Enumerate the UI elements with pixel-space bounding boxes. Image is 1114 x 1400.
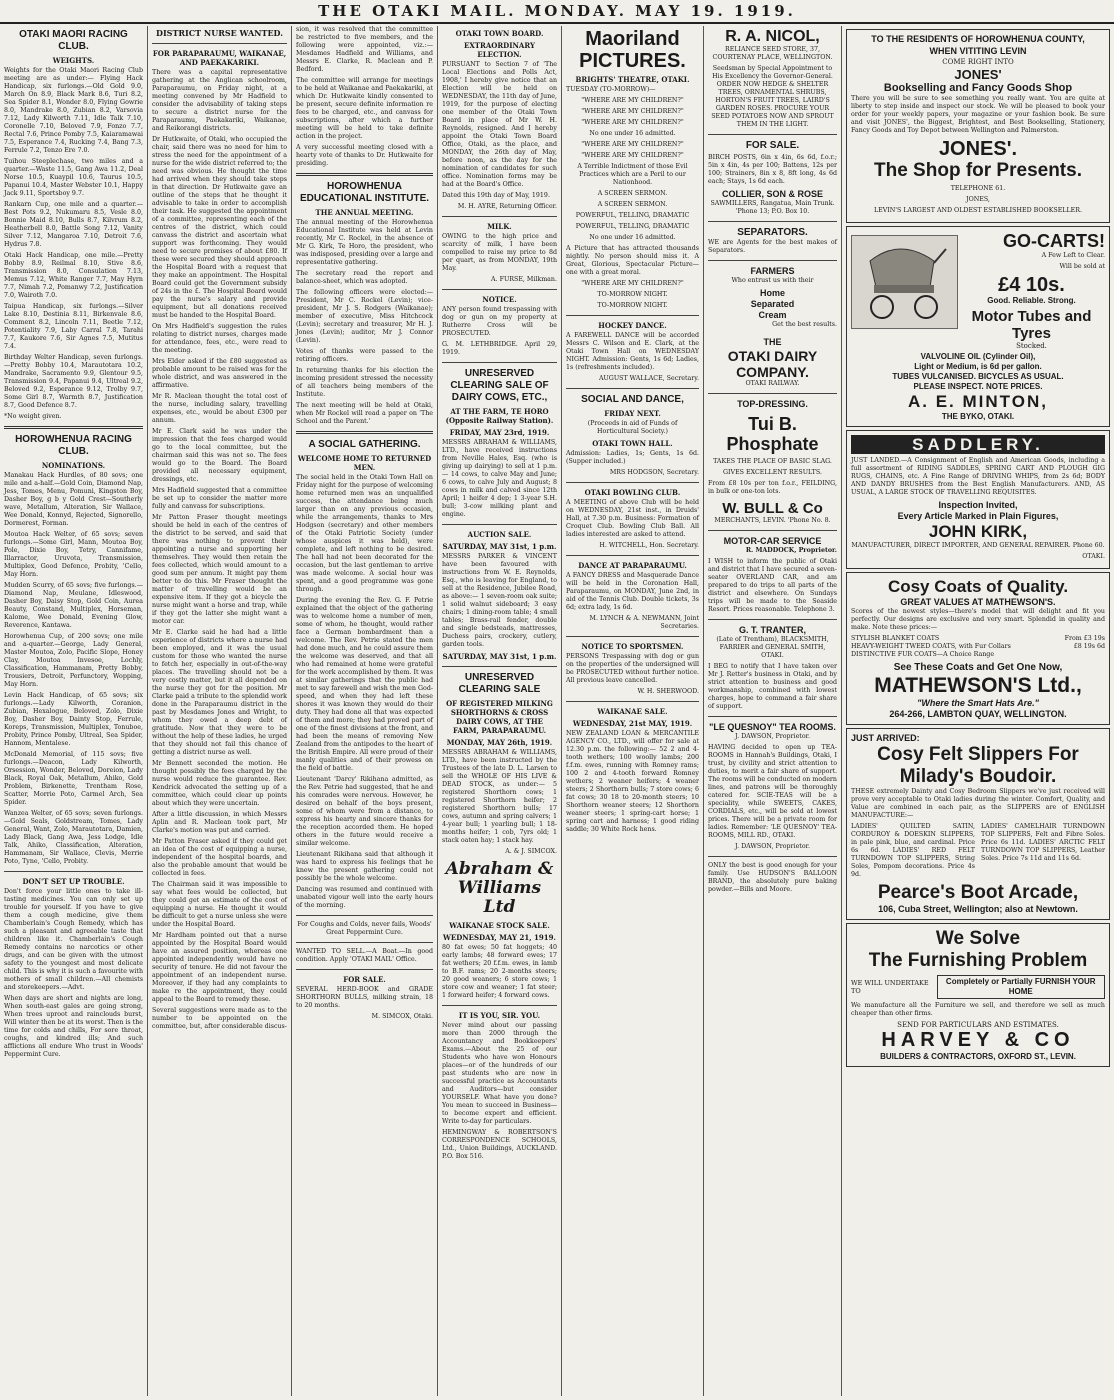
paraparaumu-dance-text: A FANCY DRESS and Masquerade Dance will be held in the Coronation Hall, Paraparaumu, on MONDAY, June 2nd, in aid of the Tennis Club. Double tickets, 3s 6d; extra lady, 1s 6d.: [566, 572, 699, 611]
nominations-text: Manakau Hack Hurdles, of 80 sovs; one mile and a-half.—Gold Coin, Diamond Nap, Jess, Tomes, Menu, Pomuni, Kingston Boy, Dasher Boy, g b y Gold Crest—Southerly wave, Metallum, Alteration, Sir Wallace, Wee Donald, Konnyd, Rejected, Signorello, Dormerest, Forman.: [4, 472, 143, 527]
balloon-ad: ONLY the best is good enough for your family. Use HUDSON'S BALLOON BRAND, the absolutely pure baking powder.—Bills and Moore.: [708, 862, 837, 893]
solve-line-2: The Furnishing Problem: [868, 950, 1088, 971]
bowling-heading: OTAKI BOWLING CLUB.: [584, 488, 681, 497]
cosy-item: HEAVY-WEIGHT TWEED COATS, with Fur Collars: [851, 643, 1011, 650]
nurse-para: Mr E. Clarke said he had had a little experience of districts where a nurse had been employed, and it was the usual custom for those who wanted the nurse to fetch her, especially in out-of-the-way places. The travelling should not be a very costly matter, but it all depended on the nurse they got for the position. Mr Clarke paid a tribute to the splendid work done in the Paraparaumu district in the past by Mesdames Jones and Wright, to whom they owed a deep debt of gratitude. Now that they were to be without the help of these ladies, he urged that they should not fail this chance of getting a district nurse as well.: [152, 629, 287, 756]
nominations-text: Levin Hack Handicap, of 65 sovs; six furlongs.—Lady Kilworth, Coranion, Zubian, Hexalogue, Beloved, Zolo, Dixie Boy, Dasher Boy, Dainty Stop, Ferrule, Koreps, Transmission, Multiplex, Tonuboe, Probity, Prince Pomby, Ultreal, Sea Spider, Hannom, Mentalese.: [4, 692, 143, 747]
paraparaumu-dance-heading: DANCE AT PARAPARAUMU.: [578, 561, 687, 570]
institute-para: The secretary read the report and balance-sheet, which was adopted.: [296, 270, 433, 285]
no-one-admitted: No one under 16 admitted.: [589, 130, 676, 137]
jones-text: There you will be sure to see something you really want. You are quite at liberty to step inside and inspect our stock. We will be pleased to book your order for your weekly papers, your magazine or your fashion book. Be sure and visit JONES', the Biggest, Brightest, and Best Bookselling, Stationery, Fancy Goods and Toy Depot between Wellington and Palmerston.: [851, 95, 1105, 134]
children-line: "WHERE ARE MY CHILDREN?": [581, 119, 684, 126]
slippers-left: LADIES' QUILTED SATIN, CORDUROY & DOESKIN SLIPPERS, in pale pink, blue, and cardinal. Price 6s 6d. LADIES' RED FELT TURNDOWN TOP SLIPPERS, String Soles, Pompom decorations. Price 4s 9d.: [851, 823, 975, 878]
social-para: Dancing was resumed and continued with unabated vigour well into the early hours of the morning.: [296, 886, 433, 909]
social-dance-place: OTAKI TOWN HALL.: [592, 439, 673, 448]
notice-text: ANY person found trespassing with dog or gun on my property at Rutherre Cross will be PROSECUTED.: [442, 306, 557, 337]
kirk-inspect: Inspection Invited,: [938, 500, 1018, 510]
pearce-address: 106, Cuba Street, Wellington; also at Newtown.: [878, 904, 1078, 914]
column-6: [704, 26, 842, 1396]
cosy-coats-text: Scores of the newest styles—there's model that will delight and fit you perfectly. Our designs are exclusive and very smart. Splendid in quality and make. Note these prices:—: [851, 608, 1105, 631]
social-dance-date: FRIDAY NEXT.: [604, 409, 661, 418]
mathewson-slogan: "Where the Smart Hats Are.": [917, 698, 1039, 708]
tea-rooms-signature-2: J. DAWSON, Proprietor.: [735, 843, 810, 850]
motor-text: I WISH to inform the public of Otaki and district that I have secured a seven-seater OVERLAND CAR, and am prepared to do trips to all parts of the district and elsewhere. On Sundays trips will be made to the Seaside Resort. Prices reasonable. Telephone 3.: [708, 558, 837, 613]
bull-sub: MERCHANTS, LEVIN. 'Phone No. 8.: [714, 517, 831, 524]
cosy-coats-heading: Cosy Coats of Quality.: [887, 577, 1069, 596]
pram-icon: [860, 241, 950, 323]
kirk-every: Every Article Marked in Plain Figures,: [897, 511, 1059, 521]
nurse-para: Mrs Hadfield suggested that a committee be set up to consider the matter more fully and canvass for subscriptions.: [152, 487, 287, 510]
powerful-line: POWERFUL, TELLING, DRAMATIC: [575, 212, 690, 219]
pearce-name: Pearce's Boot Arcade,: [877, 882, 1079, 903]
pictures-tuesday: TUESDAY (TO-MORROW)—: [566, 86, 656, 93]
mathewson-name: MATHEWSON'S Ltd.,: [874, 674, 1082, 697]
picture-text: A Picture that has attracted thousands nightly. No person should miss it. A Great, Glorious, Spectacular Picture—one with a great moral.: [566, 245, 699, 276]
jones-tel: TELEPHONE 61.: [950, 185, 1006, 192]
social-dance-heading: SOCIAL AND DANCE,: [581, 394, 684, 405]
tonight-line: TO-MORROW NIGHT.: [597, 291, 668, 298]
nominations-text: Horowhenua Cup, of 200 sovs; one mile and a-quarter.—George, Lady General, Master Moutoa, Zolo, Pacific Slope, Honey Clay, Moutoa Invesoe, Lochly, Classification, Hammanam, Pretty Bobby, Trousiers, Detroit, Perfunctory, Wopping, May Horn.: [4, 633, 143, 688]
jones-ad: [846, 29, 1110, 223]
nurse-para: Mr Patton Fraser thought meetings should be held in each of the centres of the district to be served, and said that there was nothing to prevent their appointing a nurse and supporting her themselves. They would then retain the fees collected, which would amount to a good sum per annum. It might pay them better to do this. Mr Fraser thought the matter of travelling would be an expensive item. If they got a bicycle the nurse might want a horse and trap, while if they got the latter she might want a motor car.: [152, 514, 287, 625]
social-title: A SOCIAL GATHERING.: [308, 439, 421, 450]
social-para: The social held in the Otaki Town Hall on Friday night for the purpose of welcoming home returned men was an unqualified success, the attendance being much larger than on any previous occasion, while the arrangements, thanks to Mrs Hodgson (secretary) and other members of the Otaki Patriotic Society (under whose auspices it was held), were complete, and left nothing to be desired. The hall had not been decorated for the occasion, but the last gentleman to arrive was made welcome. A social hour was spent, and a good programme was gone through.: [296, 474, 433, 593]
harvey-sub: BUILDERS & CONTRACTORS, OXFORD ST., LEVIN.: [880, 1052, 1076, 1061]
nominations-text: Moutoa Hack Welter, of 65 sovs; seven furlongs.—Some Girl, Mann, Moutoa Boy, Pole, Dixie Boy, Tetry, Cannifame, Illarractor, Uruvota, Transmission, Multiplex, Good Defence, Probity, 'Cello, May Horn.: [4, 531, 143, 578]
election-signature: M. H. AYRE, Returning Officer.: [457, 203, 557, 210]
jones-subtitle: Bookselling and Fancy Goods Shop: [883, 82, 1073, 94]
forsale-text: SEVERAL HERD-BOOK and GRADE SHORTHORN BULLS, milking strain, 18 to 20 months.: [296, 986, 433, 1009]
sermon-line: A SCREEN SERMON.: [597, 201, 668, 208]
forsale-signature: M. SIMCOX, Otaki.: [371, 1013, 433, 1020]
nurse-subtitle: FOR PARAPARAUMU, WAIKANAE, AND PAEKAKARIKI.: [152, 49, 287, 67]
motor-heading: MOTOR-CAR SERVICE: [723, 536, 822, 546]
separators-text: WE are Agents for the best makes of Separators.: [708, 239, 837, 254]
nurse-para: After a little discussion, in which Messrs Aplin and R. Maclean took part, Mr Clarke's motion was put and carried.: [152, 811, 287, 834]
nominations-text: Mudden Scurry, of 65 sovs; five furlongs.—Diamond Nap, Meulane, Idleswood, Dasher Boy, Daisy Stop, Gold Coin, Aurea Beauty, Constand, Multiplex, Horseman, Kalome, Wee Donald, Evening Glow, Reverence, Kantawa.: [4, 582, 143, 629]
saddlery-heading: SADDLERY.: [851, 435, 1105, 454]
weights-text: Tuihou Steeplechase, two miles and a quarter.—Waste 11.5, Gang Awa 11.2, Deal Norse 10.5, Kuaypil 10.6, Taurus 10.5, Papanui 10.4, Master Webster 10.1, Happy Jack 9.11, Sportsboy 9.7.: [4, 158, 143, 197]
clearing-sale-signature: A. & J. SIMCOX.: [505, 848, 557, 855]
nurse-para: There was a capital representative gathering at the Anglican schoolroom, Paraparaumu, on Friday night, at a meeting convened by Mr Hadfield to consider the advisability of taking steps to secure a district nurse for the Paraparaumu, Paekakariki, Waikanae, and Reikorangi districts.: [152, 69, 287, 132]
poem: When days are short and nights are long, When south-east gales are going strong, When trees uproot and rainclouds burst, Will winter then be at its worst. Then is the time for colds and chills, For sore throat, coughs, and kindred ills; And such afflictions all endure Who trust in Woods' Peppermint Cure.: [4, 995, 143, 1058]
nurse-para: Mr E. Clark said he was under the impression that the fees charged would go to the local committee, but the chairman said this was not so. The fees would go to the Board. The Board provided all necessary equipment, dressings, etc.: [152, 428, 287, 483]
maori-racing-title: OTAKI MAORI RACING CLUB.: [19, 29, 128, 52]
tea-rooms-text: HAVING decided to open up TEA-ROOMS in Hannah's Buildings, Otaki, I trust, by civility and strict attention to duties, to merit a fair share of support. The rooms will be conducted on modern lines, and patrons will be thoroughly catered for. SCIE-TEAS will be a speciality, while SWEETS, CAKES, CORDIALS, etc., will be sold at lowest prices. There will be a private room for ladies. Remember: 'LE QUESNOY' TEA-ROOMS, MILL RD., OTAKI.: [708, 744, 837, 839]
institute-title: HOROWHENUA EDUCATIONAL INSTITUTE.: [299, 181, 430, 204]
jones-signature: JONES,: [966, 196, 990, 203]
sermon-line: A SCREEN SERMON.: [597, 190, 668, 197]
collier-text: SAWMILLERS, Rangatua, Main Trunk. 'Phone 13; P.O. Box 10.: [710, 200, 835, 215]
solve-box: Completely or Partially FURNISH YOUR HOME: [937, 975, 1105, 999]
tea-rooms-signature: J. DAWSON, Proprietor.: [735, 733, 810, 740]
sportsmen-signature: W. H. SHERWOOD.: [637, 688, 699, 695]
pictures-heading: Maoriland PICTURES.: [579, 28, 686, 72]
kirk-ad: [846, 430, 1110, 569]
nurse-para: Several suggestions were made as to the number to be appointed on the committee, but, after considerable discus-: [152, 1007, 287, 1030]
weights-heading: WEIGHTS.: [52, 56, 95, 65]
cream-tail: Get the best results.: [772, 321, 837, 328]
children-line: "WHERE ARE MY CHILDREN?": [581, 152, 684, 159]
collier-heading: COLLIER, SON & ROSE: [721, 189, 823, 199]
cosy-item: STYLISH BLANKET COATS: [851, 635, 940, 642]
nurse-para: On Mrs Hadfield's suggestion the rules relating to district nurses, charges made for attendance, fees, etc., were read to the meeting.: [152, 323, 287, 354]
minton-ad: [846, 226, 1110, 427]
kirk-sub: MANUFACTURER, DIRECT IMPORTER, AND GENERAL REPAIRER. Phone 60.: [851, 542, 1105, 549]
saddlery-text: JUST LANDED.—A Consignment of English and American Goods, including a full assortment of RIDING SADDLES, SPRING CART AND PLOUGH GIG RUGS, CHAINS, etc. A Fine Range of DRIVING WHIPS, from 2s 6d; BODY AND DANDY BRUSHES from the Best English Manufacturers. AND, AS USUAL, A LARGE STOCK OF TRAVELLING REQUISITES.: [851, 457, 1105, 496]
tui-price: From £8 10s per ton f.o.r., FEILDING, in bulk or one-ton lots.: [708, 480, 837, 495]
tranter-sub: (Late of Trentham), BLACKSMITH, FARRIER and GENERAL SMITH, OTAKI.: [716, 636, 829, 659]
horowhenua-racing-title: HOROWHENUA RACING CLUB.: [15, 434, 132, 457]
sportsmen-text: PERSONS Trespassing with dog or gun on the properties of the undersigned will be PROSECUTED without further notice. All previous leave cancelled.: [566, 653, 699, 684]
waikanae-sale-date: WEDNESDAY, 21st MAY, 1919.: [572, 719, 693, 728]
pictures-sub: BRIGHTS' THEATRE, OTAKI.: [575, 75, 690, 84]
abraham-williams-logo: Abraham & Williams Ltd: [445, 859, 554, 917]
cream-line-3: Cream: [758, 310, 787, 320]
children-line: "WHERE ARE MY CHILDREN?": [581, 108, 684, 115]
board-heading: OTAKI TOWN BOARD.: [455, 29, 544, 38]
valvoline-line-2: Light or Medium, is 6d per gallon.: [914, 362, 1042, 371]
tui-sub: TAKES THE PLACE OF BASIC SLAG.: [713, 458, 832, 465]
waikanae-stock-heading: WAIKANAE STOCK SALE.: [449, 921, 550, 930]
institute-para: The next meeting will be held at Otaki, when Mr Rockel will read a paper on 'The School and the Parent.': [296, 402, 433, 425]
social-dance-text: Admission: Ladies, 1s; Gents, 1s 6d. (Supper included.): [566, 450, 699, 465]
waikanae-stock-text: 80 fat ewes; 50 fat hoggets; 40 early lambs; 48 forward ewes; 17 fat wethers; 20 f.f.m. ewes, in lamb to B.F. rams; 20 2-months steers; 20 good weaners; 6 store cows; 1 store cow and weaner; 1 fat steer; 1 forward heifer; 4 forward cows.: [442, 944, 557, 999]
election-heading: EXTRAORDINARY ELECTION.: [464, 41, 535, 59]
forsale-heading: FOR SALE.: [343, 975, 386, 984]
cosy-coats-sub: GREAT VALUES AT MATHEWSON'S.: [900, 597, 1056, 607]
slippers-right: LADIES' CAMELHAIR TURNDOWN TOP SLIPPERS, Felt and Fibre Soles. Price 6s 11d. LADIES' ARCTIC FELT TURNDOWN TOP SLIPPERS, Leather Soles. Price 7s 11d and 11s 6d.: [981, 823, 1105, 862]
weights-text: Weights for the Otaki Maori Racing Club meeting are as under:— Flying Hack Handicap, six furlongs.—Old Gold 9.0, March On 8.9, Black Mark 8.6, Turi 8.2, Sea Spider 8.1, Wonder 8.0, Flying Gowrie 8.0, Mandrake 8.0, Zubian 8.2, Varsovia 7.12, Lady Kilworth 7.11, Idle Talk 7.10, Coronelle 7.10, Beloved 7.9, Fonzo 7.7, Rectal 7.6, Prince Pomby 7.5, Kaiaramawai 7.5, Esperance 7.4, Rucking 7.4, Bang 7.3, Ferrule 7.2, Tenzo Ere 7.0.: [4, 67, 143, 154]
solve-send: SEND FOR PARTICULARS AND ESTIMATES.: [897, 1021, 1059, 1029]
kirk-name: JOHN KIRK,: [928, 522, 1028, 541]
cream-line-1: Home: [759, 288, 785, 298]
go-few: A Few Left to Clear.: [1041, 252, 1105, 259]
clearing-sale-text: MESSRS ABRAHAM & WILLIAMS, LTD., have been instructed by the Trustees of the late D. L. Larsen to sell the WHOLE OF HIS LIVE & DEAD STOCK, as under:— 5 registered Shorthorn cows; 1 registered Shorthorn heifer; 2 registered Shorthorn bulls; 17 cows, autumn and spring calvers; 1 4-year bull; 1 yearling bull; 1 18-months heifer; 1 cob, 7yrs old; 1 stack oaten hay; 1 stack hay.: [442, 749, 557, 844]
bowling-signature: H. WITCHELL, Hon. Secretary.: [599, 542, 699, 549]
tui-results: GIVES EXCELLENT RESULTS.: [723, 469, 822, 476]
nominations-text: McDonald Memorial, of 115 sovs; five furlongs.—Deacon, Lady Kilworth, Orsession, Wonder, Beloved, Doreion, Lady Black, Royal Oak, Metallum, Ahiko, Gold Problem, Birkenette, Trentham Rose, Scatter, Morrie Poto, Carmel Arch, Sea Spider.: [4, 751, 143, 806]
column-2: [148, 26, 292, 1396]
institute-para: The following officers were elected:—President, Mr C. Rockel (Levin); vice-president, Mr J. S. Rodgers (Waikanae); member of executive, Miss Hitchcock (Levin); secretary and treasurer, Mr H. J. Jones (Levin); auditor, Mr J. Connor (Levin).: [296, 289, 433, 344]
hockey-signature: AUGUST WALLACE, Secretary.: [598, 375, 699, 382]
tranter-text: I BEG to notify that I have taken over Mr J. Retter's business in Otaki, and by strict attention to business and good workmanship, combined with lowest charges, hope to command a fair share of support.: [708, 663, 837, 710]
tranter-heading: G. T. TRANTER,: [739, 625, 806, 635]
clearing-sale-heading: UNRESERVED CLEARING SALE: [458, 672, 541, 695]
nurse-title: DISTRICT NURSE WANTED.: [156, 28, 283, 38]
jones-shop: The Shop for Presents.: [874, 160, 1082, 181]
mathewson-address: 264-266, LAMBTON QUAY, WELLINGTON.: [889, 709, 1067, 719]
colds-ad: For Coughs and Colds, never fails, Woods' Great Peppermint Cure.: [297, 921, 432, 936]
milk-signature: A. FURSE, Milkman.: [491, 276, 557, 283]
go-carts-heading: GO-CARTS!: [1003, 231, 1105, 251]
wanted-ad: WANTED TO SELL.—A Boat.—In good condition. Apply 'OTAKI MAIL' Office.: [296, 948, 433, 963]
motor-signature: R. MADDOCK, Proprietor.: [745, 547, 837, 554]
jones-visit: WHEN VITITING LEVIN: [929, 46, 1027, 56]
top-dressing-heading: TOP-DRESSING.: [737, 399, 808, 409]
study-heading: IT IS YOU, SIR. YOU.: [458, 1011, 541, 1020]
auction-date: SATURDAY, MAY 31st, 1 p.m.: [442, 542, 557, 551]
bull-heading: W. BULL & Co: [722, 500, 823, 517]
institute-para: Votes of thanks were passed to the retiring officers.: [296, 348, 433, 363]
nurse-para: The Chairman said it was impossible to say what fees would be collected, but they could get an estimate of the cost of equipping a nurse. He thought it would be difficult to get a nurse unless she were under the Hospital Board.: [152, 881, 287, 928]
waikanae-sale-heading: WAIKANAE SALE.: [597, 707, 668, 716]
go-will: Will be sold at: [1059, 263, 1105, 270]
nurse-cont: sion, it was resolved that the committee be restricted to five members, and the following were appointed, viz.:—Mesdames Hadfield and Williams, and Messrs E. Clarke, R. Maclean and P. Bedford.: [296, 26, 433, 73]
social-para: Lieutenant Rikihana said that although it was hard to express his feelings that he knew the present gathering could not possibly be the whole welcome.: [296, 851, 433, 882]
election-text: PURSUANT to Section 7 of 'The Local Elections and Polls Act, 1908,' I hereby give notice that an Election will be held on WEDNESDAY, the 11th day of June, 1919, for the purpose of electing one member of the Otaki Town Board in place of Mr W. H. Reynolds, resigned. And I hereby appoint the Otaki Town Board Office, Otaki, as the place, and MONDAY, the 26th day of May, before noon, as the day for the nomination of candidates for such office. Nomination forms may be had at the Board's Office.: [442, 61, 557, 188]
weights-text: Otaki Hack Handicap, one mile.—Pretty Bobby 8.9, Reilmal 8.10, Stive 8.6, Transmission 8.0, Consulation 7.13, Memus 7.12, White Ranger 7.7, May Hyrn 7.7, Nimah 7.2, Pomanwy 7.2, Justification 7.0, Wairoth 7.0.: [4, 252, 143, 299]
column-3: [292, 26, 438, 1396]
auction-date-repeat: SATURDAY, MAY 31st, 1 p.m.: [442, 652, 557, 661]
solve-undertake: WE WILL UNDERTAKE TO: [851, 979, 929, 995]
birch-forsale-text: BIRCH POSTS, 6in x 4in, 6s 6d, f.o.r.; 5in x 4in, 4s per 100; Battens, 12s per 100; Strainers, 8in x 8, 8ft long, 4s 6d each; Stays, 1s 6d each.: [708, 154, 837, 185]
nicol-text: Seedsman by Special Appointment to His Excellency the Governor-General. ORDER NOW HEDGE & SHELTER TREES, ORNAMENTAL SHRUBS, HORTON'S FRUIT TREES, LAIRD'S GARDEN ROSES. PROCURE YOUR SEED POTATOES NOW AND SPROUT THEM IN THE LIGHT.: [711, 65, 834, 128]
column-4: [438, 26, 562, 1396]
valvoline-line: VALVOLINE OIL (Cylinder Oil),: [920, 352, 1036, 361]
jones-foot: LEVIN'S LARGEST AND OLDEST ESTABLISHED BOOKSELLER.: [873, 207, 1083, 214]
milk-text: OWING to the high price and scarcity of milk, I have been compelled to raise my price to 8d per quart, as from MONDAY, 19th May.: [442, 233, 557, 272]
social-subtitle: WELCOME HOME TO RETURNED MEN.: [297, 454, 432, 472]
auction-text: MESSRS PARKER & VINCENT have been favoured with instructions from W. E. Reynolds, Esq., who is leaving for England, to sell at the Residence, Jubilee Road, as above:— 1 seven-room oak suite; 1 solid walnut sideboard; 3 easy chairs; 1 dining-room table; 4 small tables; Brass-rail fender, double and single bedsteads, mattresses, Duchess pairs, crockery, cutlery, garden tools.: [442, 553, 557, 648]
study-signature: HEMINGWAY & ROBERTSON'S CORRESPONDENCE SCHOOLS, Ltd., Union Buildings, AUCKLAND. P.O. Box 516.: [442, 1129, 557, 1160]
institute-subtitle: THE ANNUAL MEETING.: [315, 208, 414, 217]
clearing-sale-sub: OF REGISTERED MILKING SHORTHORNS & CROSS DAIRY COWS, AT THE FARM, PARAPARAUMU.: [446, 699, 553, 735]
nurse-para: Mr R. Maclean thought the total cost of the nurse, including salary, travelling expenses, etc., would be about £300 per annum.: [152, 393, 287, 424]
tonight-line: TO-MORROW NIGHT.: [597, 302, 668, 309]
social-dance-signature: MRS HODGSON, Secretary.: [609, 469, 699, 476]
paraparaumu-dance-signature: M. LYNCH & A. NEWMANN, Joint Secretaries.: [589, 615, 699, 630]
farmers-text: Who entrust us with their: [731, 277, 814, 284]
weights-text: Rankarn Cup, one mile and a quarter.—Best Pots 9.2, Nukumaru 8.5, Vesle 8.0, Bonnie Maid 8.10, Bulls 8.7, Kilvrum 8.2, Heatherbell 8.0, Battle Song 7.12, Vanity Silver 7.12, Mangaroa 7.10, Detroit 7.6, Hydrus 7.8.: [4, 201, 143, 248]
jones-title: JONES': [954, 67, 1002, 82]
cosy-item: DISTINCTIVE FUR COATS—A Choice Range: [851, 651, 995, 658]
weights-text: Taipua Handicap, six furlongs.—Silver Lake 8.10, Destinia 8.11, Birkenvale 8.6, Comment 8.2, Lincoln 7.11, Beetle 7.12, Potentiality 7.9, Laby Carral 7.8, Tarahi 7.7, Kaukore 7.6, Sir Agnes 7.5, Mutitus 7.4.: [4, 303, 143, 350]
notice-heading: NOTICE.: [482, 295, 517, 304]
column-7: [842, 26, 1114, 1396]
separators-heading: SEPARATORS.: [737, 227, 808, 238]
cosy-price: £8 19s 6d: [1073, 643, 1105, 650]
children-line: "WHERE ARE MY CHILDREN?": [581, 141, 684, 148]
cosy-price: From £3 19s: [1064, 635, 1105, 642]
notice-signature: G. M. LETHBRIDGE. April 29, 1919.: [442, 341, 557, 356]
slippers-heading: Cosy Felt Slippers For Milady's Boudoir.: [877, 744, 1079, 787]
weights-note: *No weight given.: [4, 413, 62, 420]
jones-top: TO THE RESIDENTS OF HOROWHENUA COUNTY,: [871, 34, 1085, 44]
milk-heading: MILK.: [487, 222, 512, 231]
tui-phosphate-heading: Tui B. Phosphate: [726, 414, 819, 454]
trouble-heading: DON'T SET UP TROUBLE.: [22, 877, 125, 886]
no-one-admitted: No one under 16 admitted.: [589, 234, 676, 241]
hockey-heading: HOCKEY DANCE.: [598, 321, 667, 330]
terrible-text: A Terrible Indictment of those Evil Practices which are a Peril to our Nationhood.: [577, 163, 688, 186]
column-1: [0, 26, 148, 1396]
minton-name: A. E. MINTON,: [908, 392, 1048, 411]
minton-sub: THE BYKO, OTAKI.: [941, 412, 1015, 421]
children-line: "WHERE ARE MY CHILDREN?": [581, 280, 684, 287]
go-good: Good. Reliable. Strong.: [987, 296, 1076, 305]
clearing-sale-date: MONDAY, MAY 26th, 1919.: [446, 738, 553, 747]
bowling-text: A MEETING of above Club will be held on WEDNESDAY, 21st inst., in Druids' Hall, at 7.30 p.m. Business: Formation of Croquet Club. Bowling Club Ball. All ladies interested are asked to attend.: [566, 499, 699, 538]
go-stocked: Stocked.: [1016, 342, 1047, 350]
pram-illustration: [851, 235, 958, 329]
tea-rooms-heading: "LE QUESNOY" TEA ROOMS.: [709, 722, 836, 732]
nurse-cont: The committee will arrange for meetings to be held at Waikanae and Paekakariki, at which Dr. Hutkwaite kindly consented to be present, secure definite information re fees to be charged, etc., and canvass for subscriptions, after which a further meeting will be held to take definite action in the project.: [296, 77, 433, 140]
nurse-para: Mr Hardham pointed out that a nurse appointed by the Hospital Board would have an assured position, whereas one appointed independently would have no security of tenure. He did not favour the appointment of an independent nurse. Moreover, if they had any complaints to make re the appointment, they could appeal to the Board to remedy these.: [152, 932, 287, 1003]
solve-text: We manufacture all the Furniture we sell, and therefore we sell as much cheaper than other firms.: [851, 1002, 1105, 1017]
institute-para: The annual meeting of the Horowhenua Educational Institute was held at Levin recently, Mr C. Rockel, in the absence of Mr G. Kirk, Te Horo, the president, who was indisposed, presiding over a large and representative gathering.: [296, 219, 433, 266]
birch-forsale-heading: FOR SALE.: [745, 140, 800, 151]
dairy-sale-date: FRIDAY, MAY 23rd, 1919.: [449, 428, 550, 437]
nominations-heading: NOMINATIONS.: [41, 461, 106, 470]
social-dance-sub: (Proceeds in aid of Funds of Horticultural Society.): [587, 420, 678, 435]
social-para: Lieutenant 'Darcy' Rikihana admitted, as the Rev. Petrie had suggested, that he and his comrades were nervous. However, he desired on behalf of the boys present, some of whom were from a distance, to express his hearty and sincere thanks for the reception accorded them. He hoped others in the future would receive a similar welcome.: [296, 776, 433, 847]
waikanae-sale-text: NEW ZEALAND LOAN & MERCANTILE AGENCY CO., LTD., will offer for sale at 12.30 p.m. the following:— 52 2 and 4-tooth wethers; 100 woolly lambs; 200 f.f.m. ewes, running with Romney rams; 100 2 and 4-tooth forward Romney wethers; 2 weaner heifers; 4 weaner steers; 2 Shorthorn bulls; 7 store cows; 6 fat cows; 30 18 to 20-month steers; 10 Shorthorn weaner steers; 12 Shorthorn weaner steers; 1 spring-cart horse; 1 spring cart and harness; 1 good riding saddle; 30 White Rock hens.: [566, 730, 699, 833]
weights-text: Birthday Welter Handicap, seven furlongs.—Pretty Bobby 10.4, Marautotara 10.2, Mandrake, Sacramento 9.9, Glentour 9.5, Transmission 9.4, Papanui 9.4, Ultreal 9.2, Beloved 9.2, Esperance 9.12, Trolby 9.7, Some Girl 8.7, Warmth 8.7, Justification 8.7, Good Defence 8.7.: [4, 354, 143, 409]
nicol-sub: RELIANCE SEED STORE, 37, COURTENAY PLACE, WELLINGTON.: [712, 46, 833, 61]
go-price: £4 10s.: [998, 274, 1065, 296]
nurse-cont: A very successful meeting closed with a hearty vote of thanks to Dr. Hutkwaite for presiding.: [296, 144, 433, 167]
dairy-company-name: OTAKI DAIRY COMPANY.: [727, 348, 818, 380]
mathewson-ad: [846, 572, 1110, 725]
solve-line-1: We Solve: [935, 928, 1021, 949]
dairy-sale-text: MESSRS ABRAHAM & WILLIAMS, LTD., have received instructions from Neville Hales, Esq. (who is giving up dairying) to sell at 1 p.m.— 14 cows, to calve May and June; 6 cows, to calve July and August; 8 cows in milk and calved since 12th April; 1 heifer 4 dep; 1 3-year S.H. bull; 3-cow milking plant and engine.: [442, 439, 557, 518]
dairy-sale-sub: AT THE FARM, TE HORO (Opposite Railway Station).: [445, 407, 554, 425]
dairy-the: THE: [763, 337, 782, 347]
social-para: During the evening the Rev. G. F. Petrie explained that the object of the gathering was to welcome home a number of men, some of whom, he thought, would rather face a German bombardment than a welcome. The Rev. Petrie stated the men had done much, and he could assure them the welcome was deserved, and that all who had remained at home were grateful for the work accomplished by them. It was at similar gatherings that the public had met to say farewell and wish the men God-speed, and when they had left these shores it was known they would do their duty. They had done all that was expected of them and more; they had proved part of one of the finest divisions at the front, and had been the means of removing New Zealand from the antipodes to the heart of the British Empire. All were proud of their manly qualities and of their prowess on the field of battle.: [296, 597, 433, 772]
harvey-name: HARVEY & CO: [881, 1029, 1075, 1051]
auction-heading: AUCTION SALE.: [467, 530, 532, 539]
nurse-para: Dr Hutkwaite, of Otaki, who occupied the chair, said there was no need for him to stress the need for the appointment of a nurse for the wide district referred to; the need was obvious. He thought the time had arrived when they should take steps in that direction. Dr Hutkwaite gave an outline of the steps that he thought it advisable to take in order to accomplish their task. He suggested the appointment of a committee, representing each of the centres of the district, which could canvass the district and ascertain what support was forthcoming. They would need to secure promises of about £80. If these were secured they should approach the Hospital Board with a request that they make an appointment. The Hospital Board could get the Government subsidy of 24s in the £. The Hospital Board would pay the nurse's salary and provide equipment, but all donations received must be handed to the Hospital Board.: [152, 136, 287, 319]
nominations-text: Wanzea Welter, of 65 sovs; seven furlongs.—Gold Seals, Goldstream, Tomes, Lady General, Want, Zolo, Marautotara, Damien, Lady Black, Gang Awa, Jess Lodge, Idle Talk, Ahiko, Classification, Alteration, Hammanam, Sir Wallace, Clevis, Merrie Poto, Tyne, 'Cello, Probity.: [4, 810, 143, 865]
powerful-line: POWERFUL, TELLING, DRAMATIC: [575, 223, 690, 230]
kirk-place: OTAKI.: [1082, 553, 1105, 560]
nurse-para: Mrs Elder asked if the £80 suggested as probable amount to be raised was for the whole district, and was answered in the affirmative.: [152, 358, 287, 389]
nurse-para: Mr Patton Fraser asked if they could get an idea of the cost of equipping a nurse, independent of the hospital boards, and also the probable amount that would be collected in fees.: [152, 838, 287, 877]
election-date: Dated this 19th day of May, 1919.: [442, 192, 550, 199]
nurse-para: Mr Bennett seconded the motion. He thought possibly the fees charged by the nurse would reduce the guarantee. Rev. Kendrick advocated the setting up of a committee, which could clear up points about which they were uncertain.: [152, 760, 287, 807]
pearce-ad: [846, 728, 1110, 920]
go-motor: Motor Tubes and Tyres: [971, 308, 1092, 342]
dairy-company-sub: OTAKI RAILWAY.: [745, 380, 800, 387]
trouble-text: Don't force your little ones to take ill-tasting medicines. You can only set up trouble for yourself. If you have to give them a cough medicine, give them Chamberlain's Cough Remedy, which has such a pleasant and agreeable taste that children like it. Chamberlain's Cough Remedy contains no narcotics or other drugs, and can be given with the utmost safety to the youngest and most delicate child. This is why it is such a favourite with mothers of small children.—All chemists and storekeepers.—Advt.: [4, 888, 143, 991]
cosy-see: See These Coats and Get One Now,: [893, 662, 1063, 673]
institute-para: In returning thanks for his election the incoming president stressed the necessity of all teachers being members of the Institute.: [296, 367, 433, 398]
hockey-text: A FAREWELL DANCE will be accorded Messrs C. Wilson and E. Clark, at the Otaki Town Hall on WEDNESDAY NIGHT. Admission: Gents, 1s 6d; Ladies, 1s (refreshments included).: [566, 332, 699, 371]
slippers-text: THESE extremely Dainty and Cosy Bedroom Slippers we've just received will prove very acceptable to Otaki ladies during the winter. Comfort, Quality, and Value are combined in each pair, as the SLIPPERS are of ENGLISH MANUFACTURE:—: [851, 788, 1105, 819]
dairy-sale-heading: UNRESERVED CLEARING SALE OF DAIRY COWS, ETC.,: [450, 368, 549, 403]
children-line: "WHERE ARE MY CHILDREN?": [581, 97, 684, 104]
study-text: Never mind about our passing more than 2000 through the Accountancy and Bookkeepers' Exams.—About the 25 of our Students who have won Honours places—or of the hundreds of our past students who are now in successful practice as Accountants and Auditors—but consider YOURSELF. What have you done? You mean to succeed in Business—to become expert and efficient. Write to-day for particulars.: [442, 1022, 557, 1125]
jones-come: COME RIGHT INTO: [942, 58, 1014, 66]
jones-big: JONES'.: [938, 138, 1018, 160]
valvoline-line-3: TUBES VULCANISED. BICYCLES AS USUAL.: [892, 372, 1064, 381]
harvey-ad: [846, 923, 1110, 1067]
nicol-heading: R. A. NICOL,: [725, 28, 820, 45]
column-5: [562, 26, 704, 1396]
sportsmen-heading: NOTICE TO SPORTSMEN.: [581, 642, 684, 651]
valvoline-line-4: PLEASE INSPECT. NOTE PRICES.: [913, 382, 1043, 391]
waikanae-stock-date: WEDNESDAY, MAY 21, 1919.: [443, 933, 556, 942]
cream-line-2: Separated: [750, 299, 795, 309]
farmers-heading: FARMERS: [750, 266, 795, 276]
masthead: THE OTAKI MAIL. MONDAY. MAY 19. 1919.: [0, 0, 1114, 24]
arrived-heading: JUST ARRIVED:: [851, 733, 920, 743]
